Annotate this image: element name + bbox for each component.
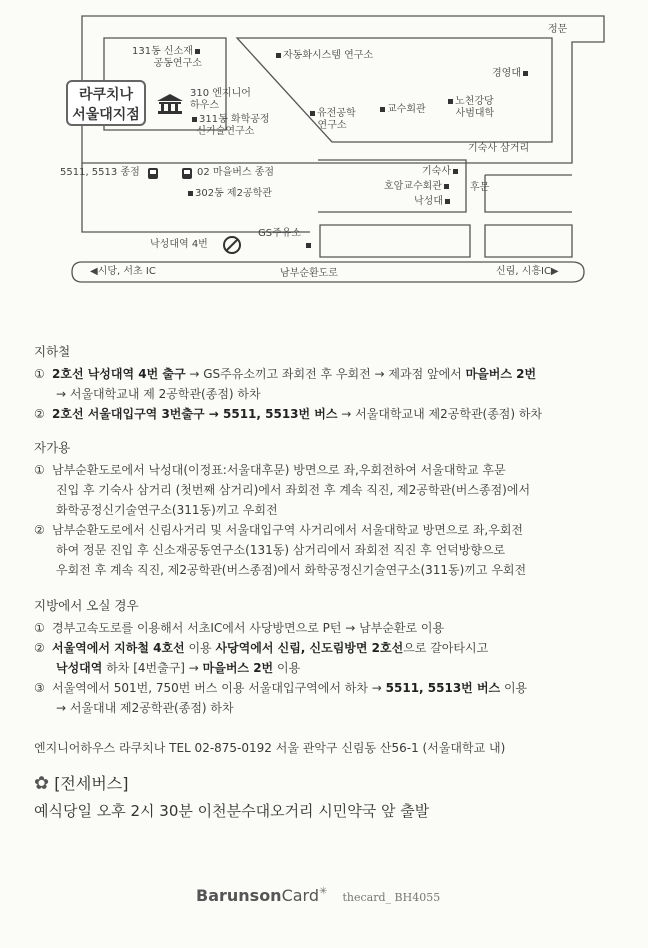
car1-line3: 화학공정신기술연구소(311동)끼고 우회전 <box>56 503 278 517</box>
business-text: 경영대 <box>492 68 521 79</box>
route1-c: 마을버스 2번 <box>465 367 537 381</box>
charter-bus <box>34 772 634 824</box>
bldg311-label <box>190 114 270 138</box>
nocheon-line1: 노천강당 <box>455 96 494 107</box>
dorm-label <box>422 166 460 178</box>
faculty-text: 교수회관 <box>387 104 426 115</box>
route-number: ① <box>34 621 45 635</box>
genetic-line2: 연구소 <box>317 120 347 131</box>
route1-a: 2호선 낙성대역 4번 출구 <box>52 367 186 381</box>
car1-line1: 남부순환도로에서 낙성대(이정표:서울대후문) 방면으로 좌,우회전하여 서울대학교 후문 <box>52 463 506 477</box>
map-lines <box>0 0 648 300</box>
dorm-junction-label: 기숙사 삼거리 <box>468 143 530 154</box>
venue-callout <box>66 80 146 126</box>
genetic-label <box>308 108 356 132</box>
dorm-text: 기숙사 <box>422 166 451 177</box>
faculty-label <box>378 104 426 116</box>
bldg131-line1: 131동 신소재 <box>132 46 193 57</box>
auto-sys-label <box>274 50 373 62</box>
reg3-d: 이용 <box>500 681 528 695</box>
car-route-1 <box>34 460 634 480</box>
reg2-c: 사당역에서 신림, 신도림방면 2호선 <box>215 641 404 655</box>
subway-route-1-cont: → 서울대학교내 제 2공학관(종점) 하차 <box>56 387 261 401</box>
gs-label <box>258 228 313 252</box>
reg3-b: 이용 서울대입구역에서 하차 → <box>217 681 386 695</box>
route-number: ② <box>34 407 45 421</box>
reg2-g: 마을버스 2번 <box>202 661 274 675</box>
guesthouse-label <box>190 88 251 112</box>
regional-title: 지방에서 오실 경우 <box>34 598 139 613</box>
genetic-line1: 유전공학 <box>317 108 356 119</box>
auto-sys-text: 자동화시스템 연구소 <box>283 50 374 61</box>
route1-b: → GS주유소끼고 좌회전 후 우회전 → 제과점 앞에서 <box>185 367 466 381</box>
subway-route-2 <box>34 404 634 424</box>
reg2-b: 이용 <box>184 641 216 655</box>
route-number: ② <box>34 641 45 655</box>
bus5511-label: 5511, 5513 종점 <box>60 167 140 178</box>
guesthouse-line2: 하우스 <box>190 100 219 111</box>
venue-line2: 서울대지점 <box>72 107 140 123</box>
route2-b: → 5511, 5513번 버스 <box>204 407 338 421</box>
road-name: 남부순환도로 <box>280 268 338 279</box>
regional-route-1 <box>34 618 634 638</box>
route2-c: → 서울대학교내 제2공학관(종점) 하차 <box>337 407 543 421</box>
reg2-f: 하차 [4번출구] → <box>102 661 203 675</box>
car1-line2: 진입 후 기숙사 삼거리 (첫번째 삼거리)에서 좌회전 후 계속 직진, 제2공학관(버스종점)에서 <box>56 483 531 497</box>
contact-line: 엔지니어하우스 라쿠치나 TEL 02-875-0192 서울 관악구 신림동 산56-1 (서울대학교 내) <box>34 741 506 755</box>
bus02-label: 02 마을버스 종점 <box>197 167 275 178</box>
route2-a: 2호선 서울대입구역 3번출구 <box>52 407 205 421</box>
car2-line2: 하여 정문 진입 후 신소재공동연구소(131동) 삼거리에서 좌회전 직진 후 언덕방향으로 <box>56 543 506 557</box>
brand-b: Card <box>281 886 320 905</box>
left-destination: ◀시당, 서초 IC <box>90 266 156 277</box>
card-code: thecard_ BH4055 <box>342 891 441 904</box>
route-number: ① <box>34 367 45 381</box>
hoam-text: 호암교수회관 <box>384 181 442 192</box>
subway-section <box>34 342 634 424</box>
campus-map <box>0 0 648 300</box>
subway-title: 지하철 <box>34 344 71 359</box>
brand-logo <box>196 886 319 905</box>
venue-icon <box>155 92 185 114</box>
charter-title: [전세버스] <box>54 774 129 793</box>
exit4-label: 낙성대역 4번 <box>150 239 208 250</box>
reg2-a: 서울역에서 지하철 4호선 <box>52 641 185 655</box>
exit4-sign <box>224 237 240 253</box>
route-number: ① <box>34 463 45 477</box>
reg3-c: 5511, 5513번 버스 <box>385 681 501 695</box>
reg3-a: 서울역에서 501번, 750번 버스 <box>52 681 218 695</box>
reg1-b: 로 이용 <box>405 621 445 635</box>
reg2-h: 이용 <box>273 661 301 675</box>
nakseongdae-label <box>414 196 452 208</box>
route-number: ② <box>34 523 45 537</box>
nocheon-line2: 사범대학 <box>455 108 495 119</box>
regional-route-3 <box>34 678 634 698</box>
nocheon-label <box>446 96 494 120</box>
bldg311-line2: 신기술연구소 <box>196 126 255 137</box>
bldg302-label <box>186 188 272 200</box>
bldg311-line1: 311동 화학공정 <box>199 114 270 125</box>
car-section <box>34 438 634 580</box>
bldg131-line2: 공동연구소 <box>153 58 202 69</box>
bldg131-label <box>132 46 202 70</box>
main-gate-label: 정문 <box>548 24 568 35</box>
car-title: 자가용 <box>34 440 71 455</box>
regional-route-2 <box>34 638 634 658</box>
car-route-2 <box>34 520 634 540</box>
subway-route-1 <box>34 364 634 384</box>
regional-route-2-cont <box>34 658 634 678</box>
gs-text: GS주유소 <box>258 228 302 239</box>
car2-line1: 남부순환도로에서 신림사거리 및 서울대입구역 사거리에서 서울대학교 방면으로 좌,우회전 <box>52 523 524 537</box>
regional-route-3-cont: → 서울대내 제2공학관(종점) 하차 <box>56 701 234 715</box>
car2-line3: 우회전 후 계속 직진, 제2공학관(버스종점)에서 화학공정신기술연구소(311동)끼고 우회전 <box>56 563 527 577</box>
guesthouse-line1: 310 엔지니어 <box>190 88 251 99</box>
reg2-d: 으로 갈아타시고 <box>403 641 489 655</box>
sparkle-icon: ✳ <box>319 886 328 897</box>
bldg302-text: 302동 제2공학관 <box>195 188 272 199</box>
flower-icon: ✿ <box>34 773 50 794</box>
venue-line1: 라쿠치나 <box>78 87 134 103</box>
reg2-e: 낙성대역 <box>56 661 103 675</box>
nakseongdae-text: 낙성대 <box>414 196 443 207</box>
reg1-a: 경부고속도로를 이용해서 서초IC에서 사당방면으로 P턴 → 남부순환 <box>52 621 406 635</box>
business-label <box>492 68 530 80</box>
route-number: ③ <box>34 681 45 695</box>
back-gate-label: 후문 <box>470 182 490 193</box>
right-destination: 신림, 시흥IC▶ <box>496 266 559 277</box>
brand-a: Barunson <box>196 886 282 905</box>
footer-brand <box>196 886 440 905</box>
charter-detail: 예식당일 오후 2시 30분 이천분수대오거리 시민약국 앞 출발 <box>34 802 430 820</box>
regional-section <box>34 596 634 718</box>
hoam-label <box>384 181 451 193</box>
